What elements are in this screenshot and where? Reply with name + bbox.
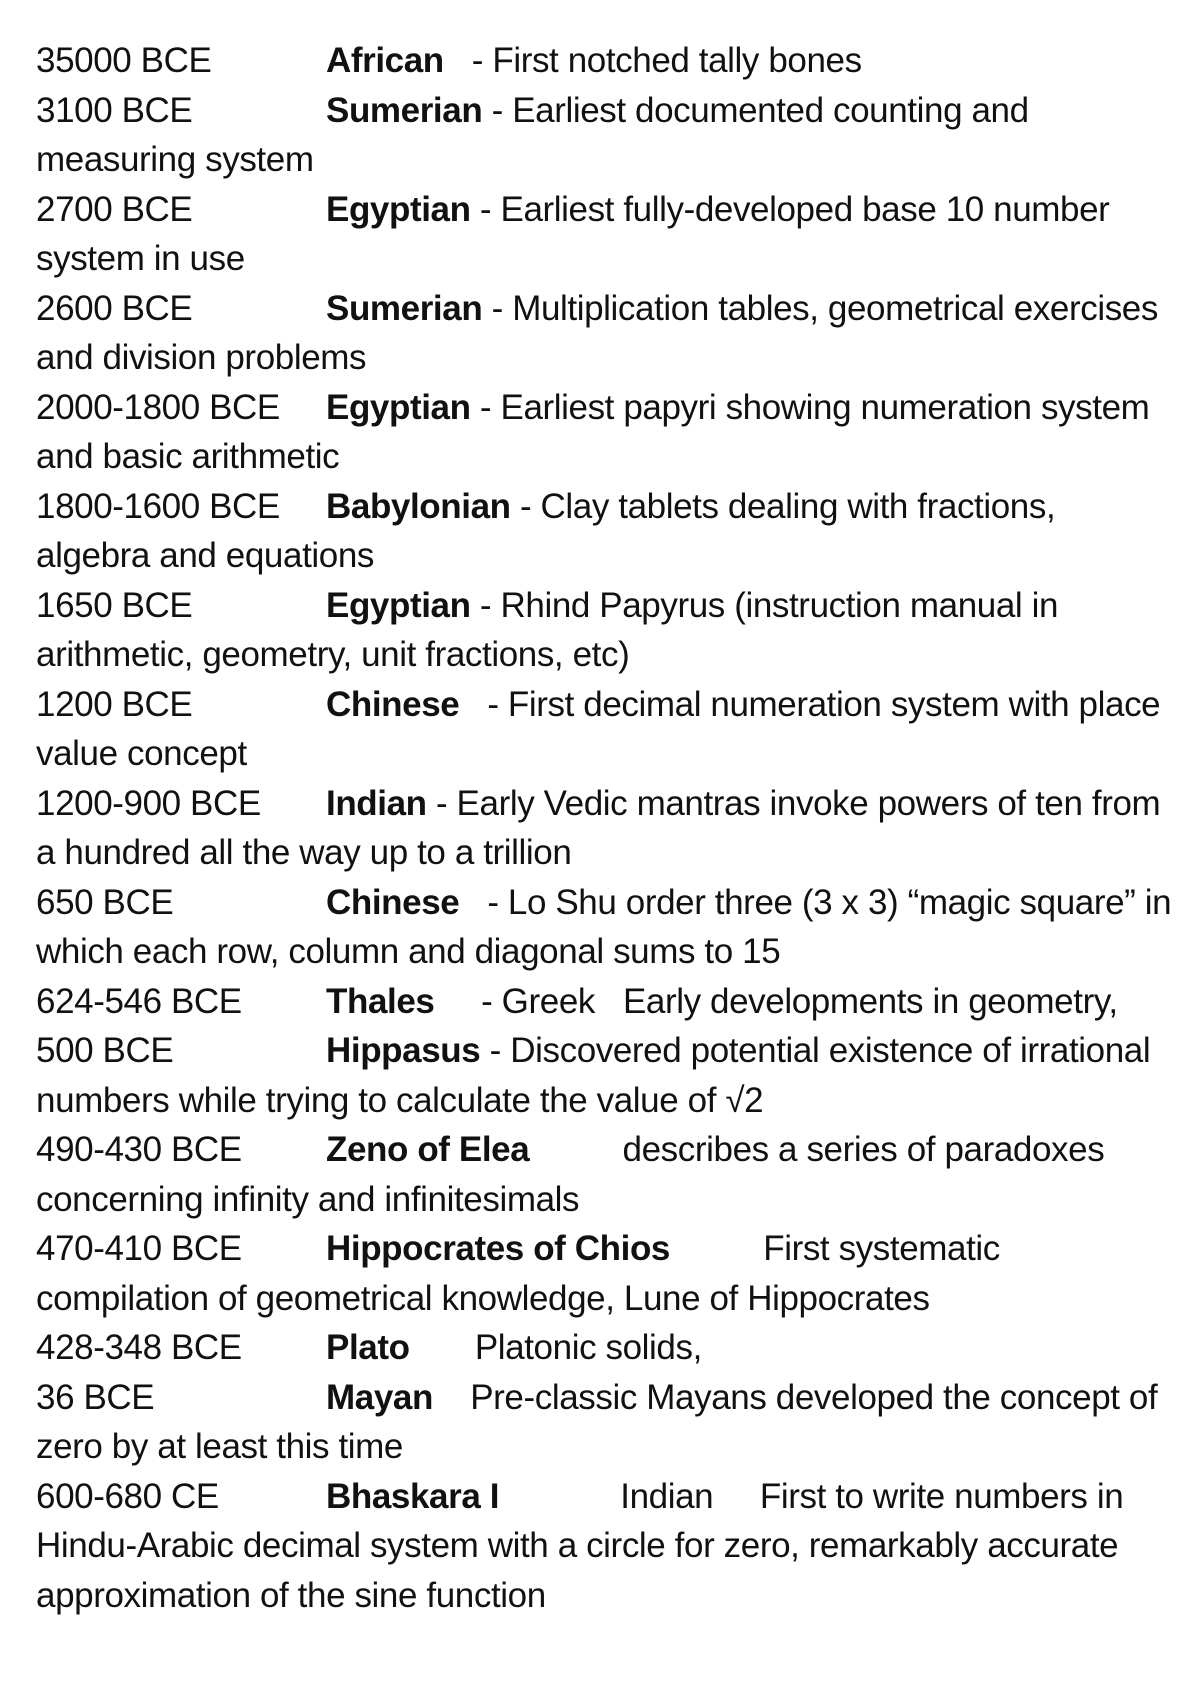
entry-description: - Early Vedic mantras invoke powers of ten from a hundred all the way up to a trillion xyxy=(36,783,1170,872)
timeline-entry xyxy=(36,284,1176,383)
timeline-entry xyxy=(36,581,1176,680)
entry-date: 1800-1600 BCE xyxy=(36,486,280,526)
entry-description: Platonic solids, xyxy=(409,1328,702,1367)
entry-date: 650 BCE xyxy=(36,882,174,922)
entry-name: Sumerian xyxy=(326,288,483,328)
entry-description: - First notched tally bones xyxy=(443,41,862,80)
entry-name: Plato xyxy=(326,1328,410,1367)
timeline-entry xyxy=(36,383,1176,482)
entry-name: Hippasus xyxy=(326,1031,481,1070)
entry-description: describes a series of paradoxes concerning infinity and infinitesimals xyxy=(36,1130,1114,1219)
timeline-entry xyxy=(36,1373,1176,1472)
timeline-entry xyxy=(36,977,1176,1027)
entry-description: - Lo Shu order three (3 x 3) “magic square” in which each row, column and diagonal sums to 15 xyxy=(36,882,1181,971)
entry-name: Hippocrates of Chios xyxy=(326,1229,670,1268)
entry-name: African xyxy=(326,41,444,80)
entry-name: Egyptian xyxy=(326,585,471,625)
timeline-entry xyxy=(36,680,1176,779)
entry-name: Indian xyxy=(326,783,427,823)
entry-date: 1650 BCE xyxy=(36,585,193,625)
entry-name: Chinese xyxy=(326,684,460,724)
entry-date: 600-680 CE xyxy=(36,1476,219,1516)
timeline-entry xyxy=(36,1472,1176,1621)
entry-description: - Clay tablets dealing with fractions, algebra and equations xyxy=(36,486,1065,575)
entry-date: 1200-900 BCE xyxy=(36,783,261,823)
entry-date: 490-430 BCE xyxy=(36,1130,242,1169)
entry-date: 500 BCE xyxy=(36,1031,174,1070)
entry-description: - Earliest documented counting and measuring system xyxy=(36,90,1038,179)
timeline-entry xyxy=(36,1224,1176,1323)
entry-name: Thales xyxy=(326,981,435,1021)
entry-name: Sumerian xyxy=(326,90,483,130)
timeline-entry xyxy=(36,779,1176,878)
timeline-entry xyxy=(36,1323,1176,1373)
timeline-entry xyxy=(36,1125,1176,1224)
entry-description: - Earliest fully-developed base 10 number system in use xyxy=(36,189,1119,278)
entry-description: - Discovered potential existence of irrational numbers while trying to calculate the value of √2 xyxy=(36,1031,1160,1120)
entry-name: Egyptian xyxy=(326,189,471,229)
entry-date: 2700 BCE xyxy=(36,189,193,229)
entry-date: 428-348 BCE xyxy=(36,1328,242,1367)
entry-description: - Rhind Papyrus (instruction manual in arithmetic, geometry, unit fractions, etc) xyxy=(36,585,1068,674)
entry-name: Bhaskara I xyxy=(326,1476,500,1516)
entry-description: - Earliest papyri showing numeration system and basic arithmetic xyxy=(36,387,1159,476)
entry-date: 3100 BCE xyxy=(36,90,193,130)
entry-description: Pre-classic Mayans developed the concept of zero by at least this time xyxy=(36,1377,1167,1466)
entry-date: 1200 BCE xyxy=(36,684,193,724)
entry-name: Chinese xyxy=(326,882,460,922)
entry-description: - Greek Early developments in geometry, xyxy=(434,981,1118,1021)
entry-date: 624-546 BCE xyxy=(36,981,242,1021)
entry-description: - Multiplication tables, geometrical exercises and division problems xyxy=(36,288,1168,377)
entry-date: 35000 BCE xyxy=(36,41,212,80)
entry-date: 36 BCE xyxy=(36,1377,155,1417)
timeline-entry xyxy=(36,185,1176,284)
timeline-entry xyxy=(36,1026,1176,1125)
entry-description: - First decimal numeration system with place value concept xyxy=(36,684,1170,773)
entry-name: Mayan xyxy=(326,1377,433,1417)
entry-name: Egyptian xyxy=(326,387,471,427)
entry-date: 2000-1800 BCE xyxy=(36,387,280,427)
entry-name: Zeno of Elea xyxy=(326,1130,530,1169)
entry-description: Indian First to write numbers in Hindu-Arabic decimal system with a circle for zero, remarkably accurate approximation of the sine function xyxy=(36,1476,1133,1615)
entry-description: First systematic compilation of geometrical knowledge, Lune of Hippocrates xyxy=(36,1229,1010,1318)
timeline-entry xyxy=(36,36,1176,86)
entry-date: 2600 BCE xyxy=(36,288,193,328)
timeline-entry xyxy=(36,86,1176,185)
entry-date: 470-410 BCE xyxy=(36,1229,242,1268)
timeline-document xyxy=(36,36,1181,1620)
timeline-entry xyxy=(36,482,1176,581)
entry-name: Babylonian xyxy=(326,486,511,526)
timeline-entry xyxy=(36,878,1181,977)
